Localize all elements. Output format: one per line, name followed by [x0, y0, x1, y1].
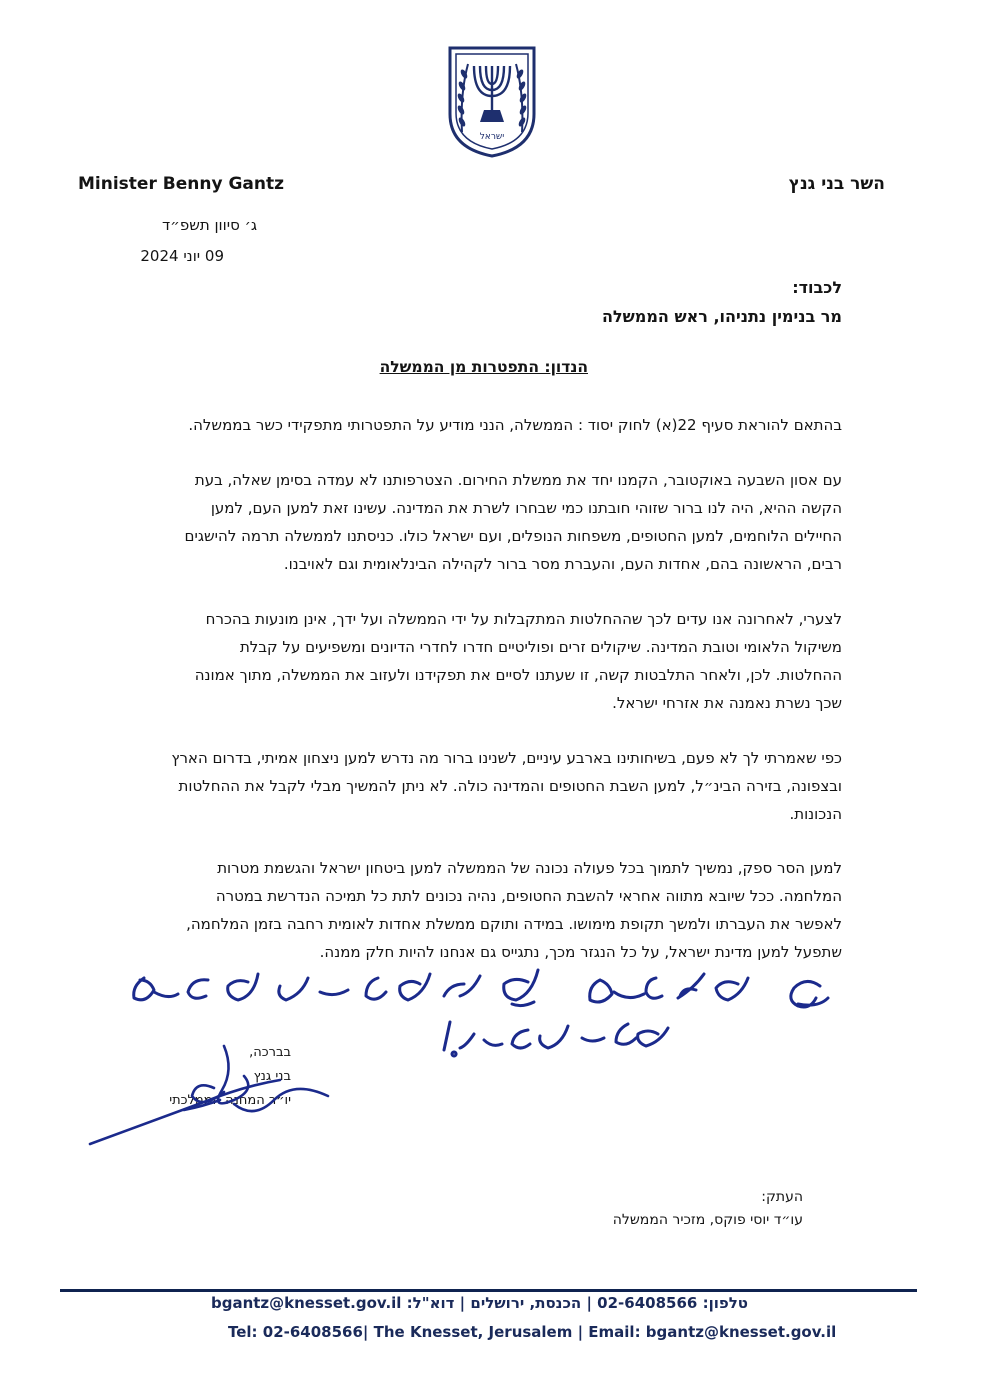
paragraph-line: המלחמה. ככל שיובא מתווה אחראי להשבת החטופים, נהיה נכונים לתת כל תמיכה הנדרשת במטרה	[215, 887, 842, 905]
closing-title: יו״ר המחנה הממלכתי	[169, 1093, 291, 1108]
cc-recipient: עו״ד יוסי פוקס, מזכיר הממשלה	[612, 1212, 803, 1228]
footer-contact-english: Tel: 02-6408566| The Knesset, Jerusalem | Email: bgantz@knesset.gov.il	[228, 1323, 837, 1341]
paragraph-line: הנכונות.	[789, 805, 842, 823]
paragraph-line: שתפעל למען מדינת ישראל, על כל הנגזר מכך, נתגייס גם אנחנו להיות חלק ממנה.	[319, 943, 842, 961]
paragraph-line: משיקול הלאומי וטובת המדינה. שיקולים זרים ופוליטיים חדרו לחדרי הדיונים ומשפיעים על קבלת	[239, 638, 842, 656]
paragraph-line: לאפשר את העברתו ולמשך תקופת מימושו. במידה ותוקם ממשלת אחדות לאומית רחבה בזמן המלחמה,	[186, 915, 842, 933]
paragraph-line: ההחלטות. לכן, ולאחר התלבטות קשה, זו שעתנו לסיים את תפקידנו ולעזוב את הממשלה, מתוך אמונה	[194, 666, 842, 684]
paragraph-1	[152, 411, 842, 439]
date-gregorian: 09 יוני 2024	[140, 247, 224, 265]
paragraph-line: עם אסון השבעה באוקטובר, הקמנו יחד את ממשלת החירום. הצטרפותנו לא עמדה בסימן שאלה, בעת	[194, 471, 842, 489]
recipient-name: מר בנימין נתניהו, ראש הממשלה	[601, 307, 842, 326]
letter-subject: הנדון: התפטרות מן הממשלה	[379, 358, 588, 376]
date-hebrew: ג׳ סיוון תשפ״ד	[161, 216, 257, 234]
paragraph-line: ובצפונה, בזירה הבינ״ל, למען השבת החטופים והמדינה כולה. לא ניתן להמשיך מבלי לקבל את ההחלטות	[178, 777, 842, 795]
state-emblem-menorah-icon	[446, 44, 538, 160]
recipient-label: לכבוד:	[792, 278, 842, 297]
handwritten-signature	[84, 1040, 334, 1150]
paragraph-line: רבים, הראשונה בהם, אחדות העם, והעברת מסר ברור לקהילה הבינלאומית וגם לאויבנו.	[283, 555, 842, 573]
paragraph-line: לצערי, לאחרונה אנו עדים לכך שההחלטות המתקבלות על ידי הממשלה ועל ידך, אינן מונעות בהכרח	[205, 610, 842, 628]
paragraph-line: כפי שאמרתי לך לא פעם, בשיחותינו בארבע עיניים, לשנינו ברור מה נדרש למען ניצחון אמיתי, בדרום הארץ	[171, 749, 842, 767]
emblem-inscription: ישראל	[479, 132, 505, 142]
paragraph-line: בהתאם להוראת סעיף 22(א) לחוק יסוד : הממשלה, הנני מודיע על התפטרותי מתפקידי כשר בממשלה.	[188, 416, 842, 434]
paragraph-4	[152, 744, 842, 828]
paragraph-line: הקשה ההיא, היה לנו ברור שזוהי חובתנו כמי שבחרו לשרת את המדינה. עשינו זאת למען העם, למען	[210, 499, 842, 517]
paragraph-3	[152, 605, 842, 717]
paragraph-line: החיילים הלוחמים, למען החטופים, משפחות הנופלים, ועם ישראל כולו. כניסתנו לממשלה תרמה להישגים	[184, 527, 842, 545]
closing-regards: בברכה,	[249, 1045, 291, 1060]
footer-contact-hebrew: טלפון: 02-6408566 | הכנסת, ירושלים | דוא"ל: bgantz@knesset.gov.il	[210, 1294, 748, 1312]
paragraph-5	[152, 854, 842, 966]
sender-name-en: Minister Benny Gantz	[78, 174, 284, 194]
sender-name-he: השר בני גנץ	[788, 174, 885, 194]
paragraph-line: למען הסר ספק, נמשיך לתמוך בכל פעולה נכונה של הממשלה למען ביטחון ישראל והגשמת מטרות	[217, 859, 842, 877]
paragraph-line: שכך נשרת נאמנה את אזרחי ישראל.	[612, 694, 842, 712]
cc-label: העתק:	[761, 1189, 803, 1205]
closing-signer: בני גנץ	[253, 1069, 291, 1084]
footer-divider	[60, 1289, 917, 1292]
paragraph-2	[152, 466, 842, 578]
